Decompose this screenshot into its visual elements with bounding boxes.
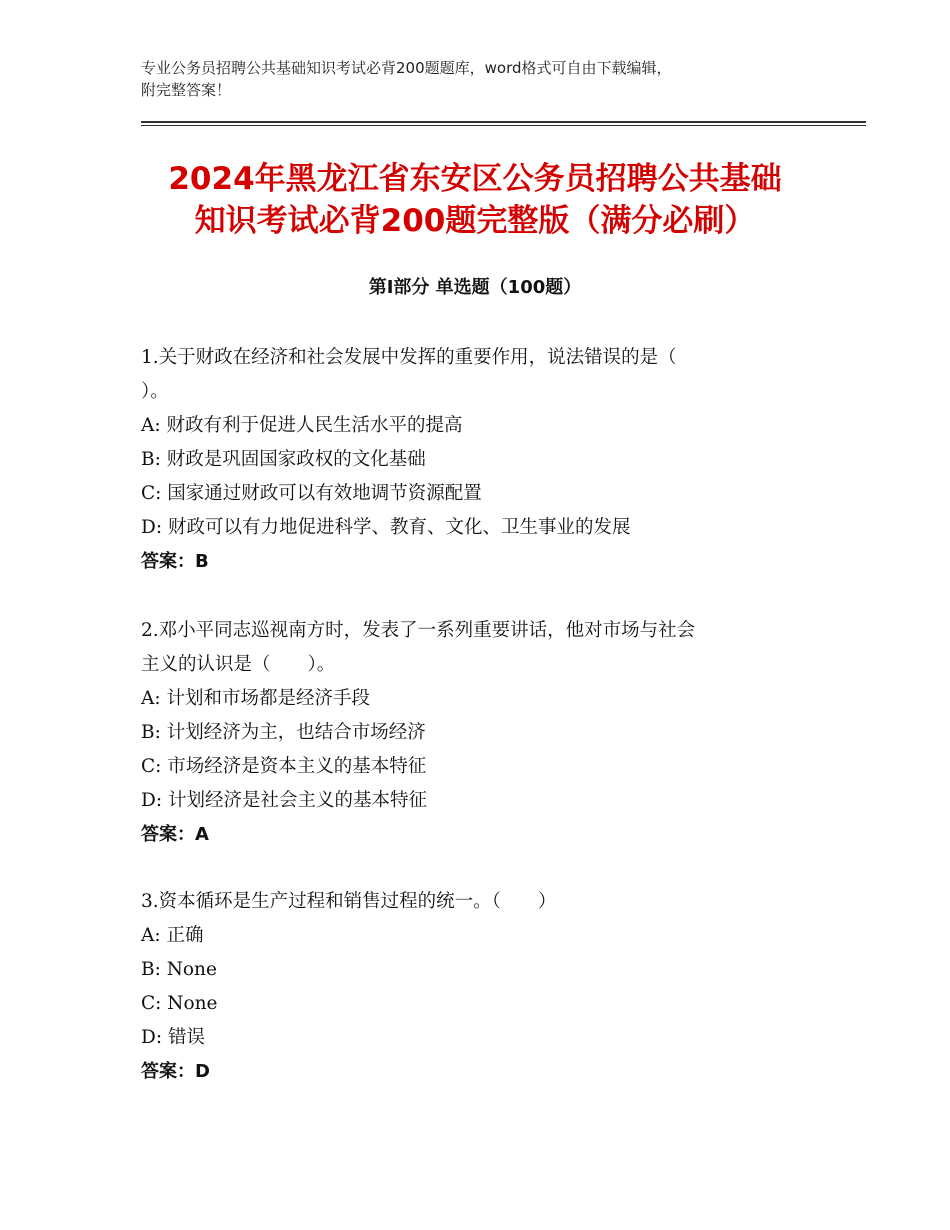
question-1-stem: [141, 341, 821, 409]
question-1-option-a: A: 财政有利于促进人民生活水平的提高: [141, 415, 463, 436]
question-3-option-d: D: 错误: [141, 1027, 205, 1048]
question-2: [141, 614, 821, 852]
document-title-line-2: 知识考试必背200题完整版（满分必刷）: [194, 203, 756, 239]
question-2-answer: 答案：A: [141, 824, 209, 845]
question-3-option-a: A: 正确: [141, 925, 204, 946]
document-title: [60, 158, 890, 242]
header-note-line-2: 附完整答案！: [141, 81, 232, 99]
question-3-option-b: B: None: [141, 959, 217, 980]
question-1: [141, 341, 821, 579]
question-2-option-c: C: 市场经济是资本主义的基本特征: [141, 756, 427, 777]
question-3-stem-line-1: 3.资本循环是生产过程和销售过程的统一。（ ）: [141, 891, 557, 912]
question-1-option-d: D: 财政可以有力地促进科学、教育、文化、卫生事业的发展: [141, 517, 631, 538]
document-title-line-1: 2024年黑龙江省东安区公务员招聘公共基础: [168, 161, 782, 197]
question-2-stem-line-2: 主义的认识是（ ）。: [141, 654, 336, 675]
header-divider-thin: [141, 125, 866, 126]
question-3-option-c: C: None: [141, 993, 218, 1014]
question-1-answer: 答案：B: [141, 551, 209, 572]
header-note-line-1: 专业公务员招聘公共基础知识考试必背200题题库，word格式可自由下载编辑，: [141, 59, 672, 77]
question-2-option-a: A: 计划和市场都是经济手段: [141, 688, 370, 709]
question-1-option-c: C: 国家通过财政可以有效地调节资源配置: [141, 483, 482, 504]
header-note: [141, 57, 841, 101]
question-1-option-b: B: 财政是巩固国家政权的文化基础: [141, 449, 426, 470]
header-divider-thick: [141, 121, 866, 123]
question-2-stem-line-1: 2.邓小平同志巡视南方时，发表了一系列重要讲话，他对市场与社会: [141, 620, 696, 641]
question-2-option-d: D: 计划经济是社会主义的基本特征: [141, 790, 427, 811]
question-2-stem: [141, 614, 821, 682]
question-3-stem: [141, 885, 821, 919]
question-3: [141, 885, 821, 1089]
question-1-stem-line-1: 1.关于财政在经济和社会发展中发挥的重要作用，说法错误的是（: [141, 347, 677, 368]
question-3-answer: 答案：D: [141, 1061, 210, 1082]
question-2-option-b: B: 计划经济为主，也结合市场经济: [141, 722, 426, 743]
question-1-stem-line-2: ）。: [141, 381, 169, 402]
section-title: 第I部分 单选题（100题）: [368, 277, 582, 298]
